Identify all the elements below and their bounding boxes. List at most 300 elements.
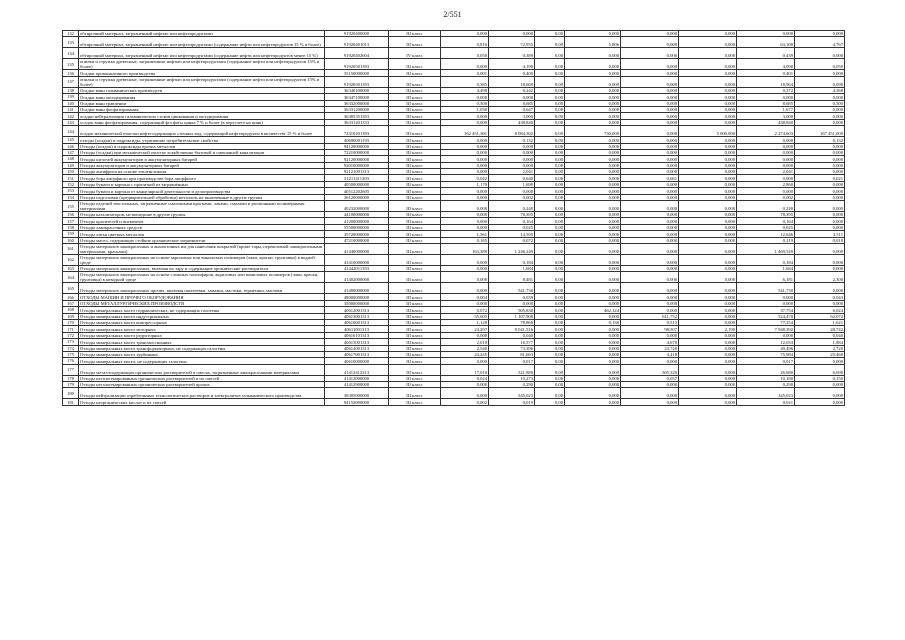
value-cell: 8,481 [489,272,535,283]
value-cell: 0,000 [737,137,795,143]
row-number: 146 [63,143,79,149]
value-cell: 1,170 [441,181,489,187]
value-cell: 2 274,603 [737,126,795,137]
row-number: 137 [63,76,79,87]
value-cell: 0,000 [621,70,679,76]
fkko-code: 94152000000 [325,399,389,405]
row-number: 141 [63,106,79,112]
value-cell: 0,00 [535,76,565,87]
value-cell: 0,000 [489,149,535,155]
waste-name: Отходы подготовки (предварительной обработки) металлов, не включенные в другие группы [79,194,325,200]
value-cell: 25,460 [795,351,845,357]
value-cell: 18,964 [737,76,795,87]
fkko-code: 41402000000 [325,272,389,283]
value-cell: 0,00 [535,126,565,137]
fkko-code: 36347100000 [325,94,389,100]
row-number: 159 [63,231,79,237]
waste-name: Отходы минеральных масел моторных [79,326,325,332]
value-cell: 0,000 [565,265,621,271]
value-cell: 0,000 [565,106,621,112]
value-cell: 0,439 [737,48,795,59]
value-cell: 0,000 [565,300,621,306]
fkko-code: 47210000000 [325,237,389,243]
row-number: 175 [63,351,79,357]
row-number: 165 [63,283,79,294]
value-cell: 4,498 [441,87,489,93]
waste-name: осадок механической очистки нефтесодержащих сточных вод, содержащий нефтепродукты в количестве 15 % и более [79,126,325,137]
value-cell: 0,000 [621,162,679,168]
hazard-class: IV класс [389,48,441,59]
value-cell: 0,018 [795,237,845,243]
value-cell: 0,000 [565,94,621,100]
value-cell: 1,128 [441,319,489,325]
value-cell: 4,368 [795,87,845,93]
waste-name: Отходы масел, содержащих стойкие органические загрязнители [79,237,325,243]
value-cell: 0,00 [535,224,565,230]
value-cell: 0,000 [679,37,737,48]
hazard-class: III класс [389,294,441,300]
value-cell: 0,00 [535,300,565,306]
value-cell: 28,742 [795,326,845,332]
value-cell: 1 246,249 [489,243,535,254]
value-cell: 0,000 [621,254,679,265]
value-cell: 0,000 [621,194,679,200]
fkko-code: 41442011393 [325,265,389,271]
value-cell: 0,00 [535,307,565,313]
value-cell: 0,000 [621,137,679,143]
value-cell: 0,000 [679,212,737,218]
waste-name: Отходы нейтрализации отработанных технологических растворов и электролитов гальванического производства [79,388,325,399]
fkko-code: 40690001193 [325,137,389,143]
value-cell: 0,000 [565,175,621,181]
value-cell: 0,000 [621,224,679,230]
value-cell: 0,000 [621,100,679,106]
value-cell: 438,840 [737,119,795,125]
fkko-code: 91920400000 [325,31,389,37]
value-cell: 0,389 [489,48,535,59]
value-cell: 0,00 [535,272,565,283]
row-number: 156 [63,212,79,218]
value-cell: 0,000 [565,201,621,212]
fkko-code: 41200000000 [325,218,389,224]
value-cell: 0,000 [441,272,489,283]
hazard-class: III класс [389,375,441,381]
value-cell: 0,647 [489,106,535,112]
value-cell: 0,00 [535,388,565,399]
value-cell: 0,000 [679,76,737,87]
value-cell: 0,040 [795,332,845,338]
hazard-class: III класс [389,224,441,230]
row-number: 148 [63,156,79,162]
value-cell: 0,000 [565,194,621,200]
value-cell: 0,000 [441,59,489,70]
value-cell: 10,273 [489,375,535,381]
value-cell: 345,023 [737,388,795,399]
table-row [63,59,845,70]
value-cell: 0,000 [489,162,535,168]
value-cell: 0,000 [441,218,489,224]
value-cell: 0,000 [621,283,679,294]
value-cell: 0,00 [535,319,565,325]
row-number: 166 [63,294,79,300]
value-cell: 1,030 [441,106,489,112]
value-cell: 0,000 [565,156,621,162]
value-cell: 4,190 [489,59,535,70]
hazard-class: III класс [389,70,441,76]
value-cell: 0,000 [621,37,679,48]
value-cell: 1,561 [441,231,489,237]
value-cell: 75,984 [737,351,795,357]
fkko-code: 40616101313 [325,332,389,338]
hazard-class: III класс [389,345,441,351]
value-cell: 0,00 [535,231,565,237]
value-cell: 2,860 [737,181,795,187]
value-cell: 0,000 [489,188,535,194]
value-cell: 8,685 [737,100,795,106]
row-number: 138 [63,87,79,93]
value-cell: 26,680 [737,364,795,375]
value-cell: 0,00 [535,237,565,243]
value-cell: 0,000 [441,149,489,155]
value-cell: 0,150 [795,375,845,381]
table-row [63,364,845,375]
waste-name: ОТХОДЫ МАШИН И ПРОЧЕГО ОБОРУДОВАНИЯ [79,294,325,300]
table-row [63,243,845,254]
hazard-class: III класс [389,399,441,405]
value-cell: 0,000 [441,194,489,200]
value-cell: 0,290 [737,382,795,388]
row-number: 135 [63,59,79,70]
value-cell: 0,00 [535,143,565,149]
row-number: 167 [63,300,79,306]
value-cell: 0,000 [489,31,535,37]
waste-name: Отходы неорганических кислот и их смесей [79,399,325,405]
row-number: 144 [63,126,79,137]
table-row [63,388,845,399]
fkko-code: 94120000000 [325,143,389,149]
value-cell: 0,00 [535,181,565,187]
value-cell: 0,000 [795,188,845,194]
value-cell: 0,000 [621,237,679,243]
value-cell: 0,004 [441,294,489,300]
value-cell: 0,000 [737,156,795,162]
value-cell: 0,000 [565,76,621,87]
value-cell: 0,090 [795,76,845,87]
value-cell: 0,000 [795,106,845,112]
value-cell: 0,000 [795,31,845,37]
value-cell: 0,240 [737,201,795,212]
fkko-code: 36385000000 [325,388,389,399]
value-cell: 73,396 [489,345,535,351]
waste-name: Отходы минеральных масел, не содержащих галогены [79,358,325,364]
value-cell: 14,595 [489,231,535,237]
value-cell: 0,00 [535,201,565,212]
value-cell: 0,000 [795,254,845,265]
waste-name: Отходы минеральных масел компрессорных [79,319,325,325]
value-cell: 5 000,000 [679,126,737,137]
value-cell: 0,039 [489,294,535,300]
value-cell: 5,806 [565,37,621,48]
value-cell: 4,670 [621,339,679,345]
value-cell: 7 948,392 [737,326,795,332]
value-cell: 0,500 [441,100,489,106]
value-cell: 2,010 [441,339,489,345]
waste-name: обтирочный материал, загрязненный нефтью или нефтепродуктами (содержание нефти или нефтепродуктов 15 % и более) [79,37,325,48]
fkko-code: 41440000000 [325,243,389,254]
value-cell: 0,000 [795,212,845,218]
value-cell: 23,720 [621,345,679,351]
value-cell: 0,00 [535,382,565,388]
hazard-class: III класс [389,100,441,106]
value-cell: 0,00 [535,137,565,143]
value-cell: 0,000 [441,254,489,265]
waste-name: Отходы минеральных масел трансформаторных, не содержащих галогены [79,345,325,351]
row-number: 180 [63,388,79,399]
value-cell: 0,00 [535,48,565,59]
fkko-code: 41412000000 [325,375,389,381]
value-cell: 0,000 [679,300,737,306]
value-cell: 0,00 [535,313,565,319]
row-number: 153 [63,188,79,194]
fkko-code: 36385351393 [325,113,389,119]
value-cell: 3,000 [737,113,795,119]
value-cell: 0,132 [795,137,845,143]
value-cell: 0,000 [679,358,737,364]
value-cell: 0,000 [621,31,679,37]
value-cell: 0,00 [535,194,565,200]
value-cell: 0,000 [679,313,737,319]
waste-name: Осадки промышленного производства [79,70,325,76]
value-cell: 611,752 [621,313,679,319]
value-cell: 0,000 [621,169,679,175]
fkko-code: 48000000000 [325,294,389,300]
hazard-class: III класс [389,59,441,70]
fkko-code: 40613001313 [325,313,389,319]
value-cell: 0,000 [795,169,845,175]
value-cell: 0,000 [621,106,679,112]
waste-name: Отходы (осадки) при механической очистке хозяйственно-бытовой и смешанной канализации [79,149,325,155]
value-cell: 0,000 [679,272,737,283]
value-cell: 0,000 [621,388,679,399]
hazard-class: III класс [389,149,441,155]
value-cell: 0,000 [441,224,489,230]
hazard-class: III класс [389,194,441,200]
hazard-class: III класс [389,237,441,243]
value-cell: 0,000 [441,169,489,175]
waste-name: обтирочный материал, загрязненный нефтью или нефтепродуктами [79,31,325,37]
value-cell: 0,000 [489,143,535,149]
value-cell: 0,000 [679,265,737,271]
hazard-class: III класс [389,175,441,181]
row-number: 143 [63,119,79,125]
value-cell: 0,000 [565,339,621,345]
value-cell: 0,000 [795,156,845,162]
value-cell: 0,000 [737,143,795,149]
value-cell: 0,000 [795,113,845,119]
value-cell: 2,720 [795,345,845,351]
value-cell: 0,000 [565,149,621,155]
value-cell: 0,242 [489,87,535,93]
row-number: 136 [63,70,79,76]
value-cell: 0,050 [441,48,489,59]
hazard-class: III класс [389,382,441,388]
value-cell: 0,000 [441,119,489,125]
value-cell: 0,002 [441,399,489,405]
value-cell: 0,000 [441,300,489,306]
waste-name: ОТХОДЫ МЕТАЛЛУРГИЧЕСКИХ ПРОИЗВОДСТВ [79,300,325,306]
value-cell: 0,000 [679,87,737,93]
value-cell: 0,000 [565,143,621,149]
value-cell: 0,290 [489,382,535,388]
value-cell: 0,000 [565,243,621,254]
fkko-code: 31211411203 [325,175,389,181]
hazard-class: III класс [389,113,441,119]
value-cell: 8 041,516 [489,326,535,332]
value-cell: 462,124 [565,307,621,313]
value-cell: 0,000 [565,399,621,405]
value-cell: 0,000 [679,59,737,70]
hazard-class: III класс [389,31,441,37]
value-cell: 0,000 [565,224,621,230]
row-number: 169 [63,313,79,319]
value-cell: 0,000 [795,94,845,100]
page-number: 2/551 [443,10,462,19]
value-cell: 541,730 [737,283,795,294]
waste-name: Отходы литья цветных металлов [79,231,325,237]
fkko-code: 91920501393 [325,59,389,70]
fkko-code: 40616601313 [325,319,389,325]
value-cell: 3,511 [795,231,845,237]
value-cell: 0,00 [535,31,565,37]
hazard-class: III класс [389,137,441,143]
value-cell: 0,00 [535,87,565,93]
value-cell: 0,000 [737,149,795,155]
value-cell: 0,661 [621,175,679,181]
value-cell: 0,00 [535,175,565,181]
fkko-code: 40512202605 [325,188,389,194]
hazard-class: III класс [389,243,441,254]
waste-name: Отходы минеральных масел турбинных [79,351,325,357]
waste-name: Осадки ванн травления [79,100,325,106]
value-cell: 0,000 [441,31,489,37]
value-cell: 0,000 [795,243,845,254]
row-number: 134 [63,48,79,59]
value-cell: 0,000 [441,332,489,338]
row-number: 178 [63,375,79,381]
hazard-class: III класс [389,201,441,212]
value-cell: 0,000 [679,254,737,265]
fkko-code: 36331200000 [325,106,389,112]
value-cell: 0,000 [621,76,679,87]
value-cell: 0,00 [535,399,565,405]
value-cell: 8 084,302 [489,126,535,137]
value-cell: 0,000 [565,188,621,194]
value-cell: 0,000 [441,201,489,212]
value-cell: 0,000 [621,218,679,224]
value-cell: 0,00 [535,113,565,119]
value-cell: 1,684 [737,265,795,271]
value-cell: 0,000 [565,388,621,399]
value-cell: 0,000 [679,319,737,325]
value-cell: 0,000 [737,162,795,168]
value-cell: 0,000 [441,143,489,149]
fkko-code: 41412412313 [325,364,389,375]
hazard-class: III класс [389,181,441,187]
waste-register-table [62,30,845,406]
fkko-code: 92121001313 [325,169,389,175]
waste-name: Отходы изделий текстильных, загрязненные смазочными красками, лаками, смолами и различными полимерными материалами [79,201,325,212]
value-cell: 0,000 [679,113,737,119]
waste-name: Осадки ванн оксидирования [79,94,325,100]
hazard-class: III класс [389,339,441,345]
fkko-code: 36340200000 [325,87,389,93]
value-cell: 78,395 [489,212,535,218]
fkko-code: 91920401013 [325,37,389,48]
hazard-class: III класс [389,326,441,332]
row-number: 162 [63,254,79,265]
value-cell: 0,002 [737,194,795,200]
value-cell: 0,00 [535,218,565,224]
value-cell: 0,000 [679,283,737,294]
waste-name: Отходы щелочей аккумуляторов и аккумуляторных батарей [79,156,325,162]
value-cell: 0,000 [565,294,621,300]
value-cell: 24,297 [441,326,489,332]
value-cell: 0,000 [565,283,621,294]
value-cell: 0,000 [565,100,621,106]
value-cell: 0,025 [737,224,795,230]
value-cell: 0,000 [565,169,621,175]
fkko-code: 36332000000 [325,100,389,106]
value-cell: 0,000 [679,169,737,175]
fkko-code: 72210000000 [325,149,389,155]
fkko-code: 91920501393 [325,76,389,87]
value-cell: 0,000 [565,326,621,332]
row-number: 155 [63,201,79,212]
row-number: 179 [63,382,79,388]
value-cell: 0,000 [679,162,737,168]
value-cell: 0,000 [621,119,679,125]
value-cell: 0,000 [679,339,737,345]
value-cell: 0,000 [441,162,489,168]
value-cell: 0,00 [535,375,565,381]
value-cell: 0,00 [535,156,565,162]
value-cell: 0,000 [795,218,845,224]
value-cell: 541,730 [489,283,535,294]
value-cell: 0,00 [535,283,565,294]
fkko-code: 92120000000 [325,156,389,162]
value-cell: 0,000 [441,137,489,143]
value-cell: 0,000 [441,388,489,399]
value-cell: 0,00 [535,332,565,338]
waste-name: отходы (осадки) и гидроксиды, утратившие потребительские свойства [79,137,325,143]
waste-name: Отходы металлсодержащих органических растворителей в смесях, загрязненные лакокрасочными материалами [79,364,325,375]
value-cell: 0,00 [535,188,565,194]
value-cell: 0,000 [621,188,679,194]
value-cell: 0,000 [565,358,621,364]
value-cell: 98,507 [621,326,679,332]
table-row [63,283,845,294]
value-cell: 0,000 [795,382,845,388]
value-cell: 0,000 [441,212,489,218]
value-cell: 0,000 [795,201,845,212]
hazard-class: III класс [389,272,441,283]
value-cell: 0,001 [441,70,489,76]
value-cell: 0,00 [535,265,565,271]
value-cell: 0,000 [679,106,737,112]
waste-name: Отходы бора аморфного при производстве бора аморфного [79,175,325,181]
value-cell: 0,000 [795,70,845,76]
value-cell: 16,577 [489,339,535,345]
